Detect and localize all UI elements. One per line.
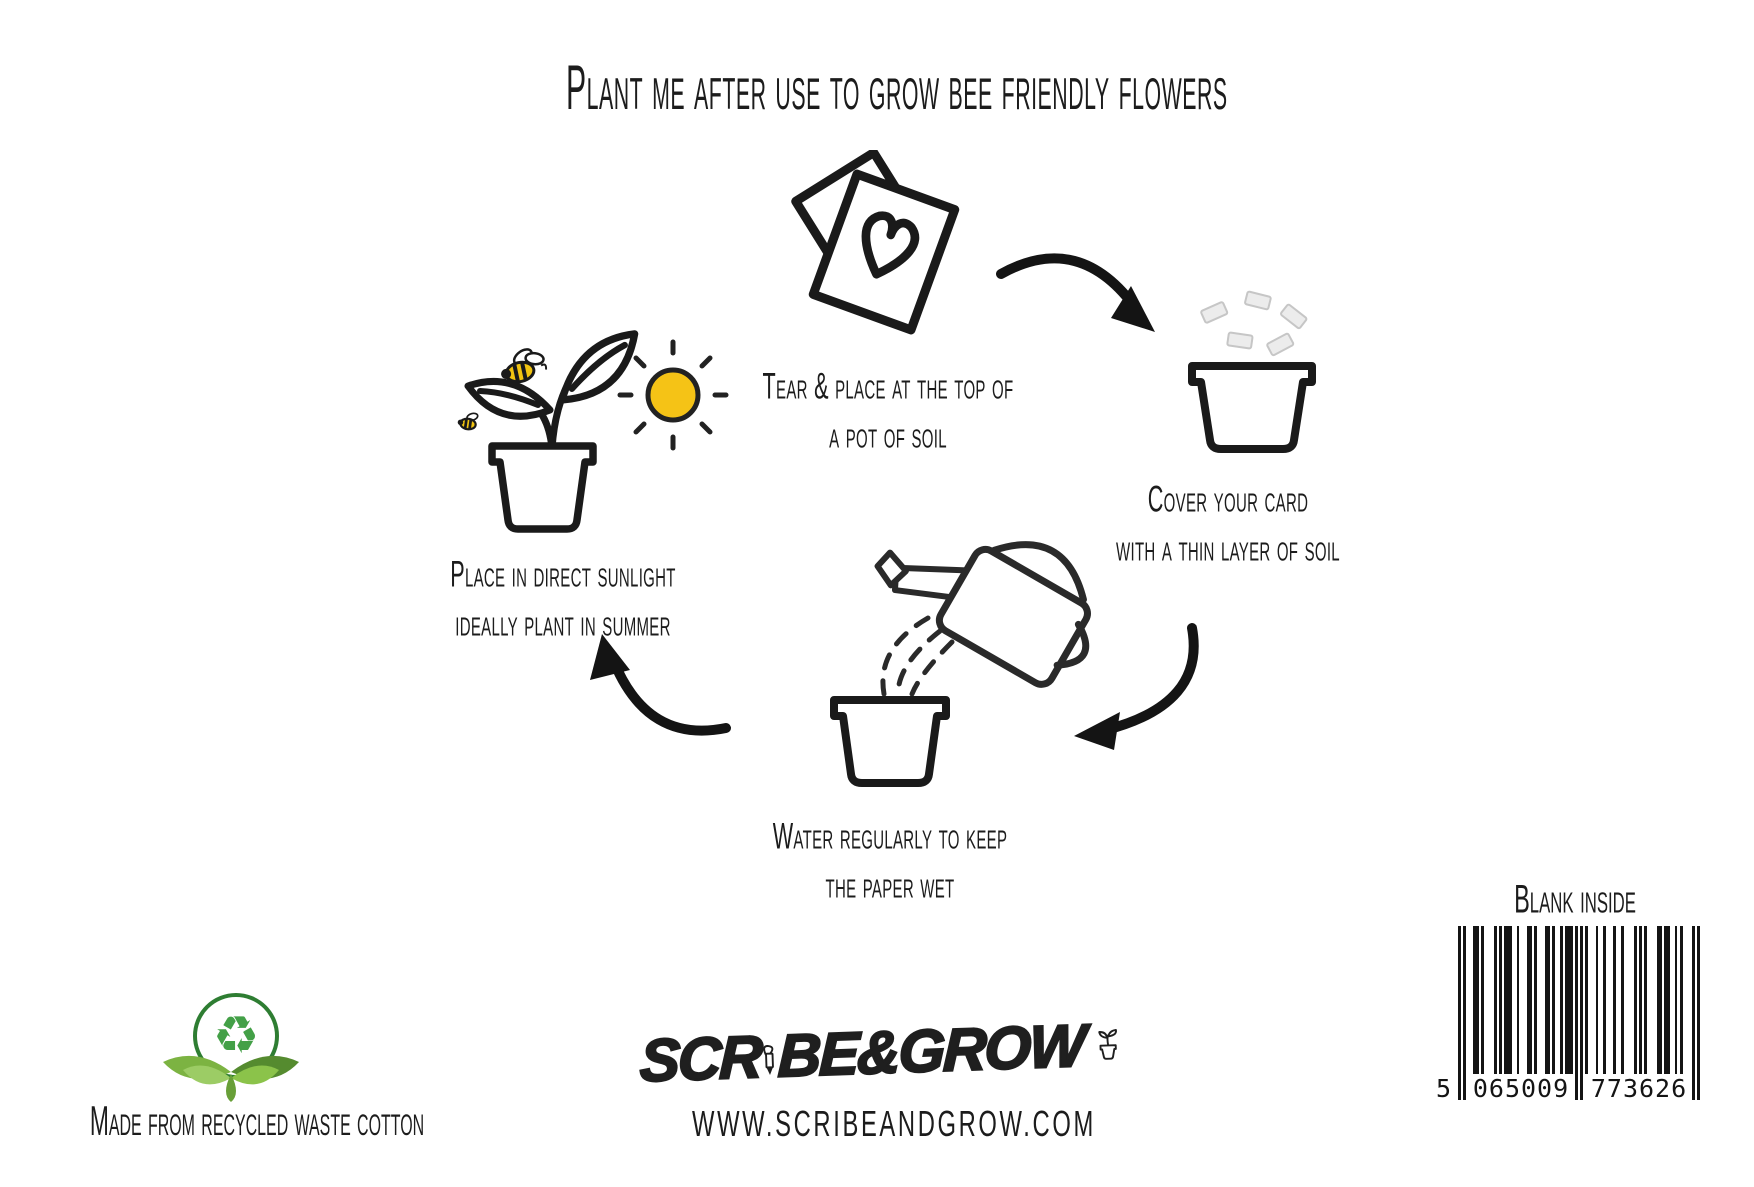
pencil-icon bbox=[761, 1017, 777, 1103]
barcode bbox=[1435, 926, 1700, 1118]
step-caption-sunlight bbox=[383, 550, 743, 648]
step-caption-sunlight-line1: Place in direct sunlight bbox=[450, 553, 676, 595]
brand-name-post: BE&GROW bbox=[776, 1011, 1085, 1090]
step-caption-water bbox=[710, 812, 1070, 910]
plant-sun-bees-icon bbox=[430, 298, 735, 543]
blank-inside-label: Blank inside bbox=[1514, 878, 1636, 923]
brand-logo bbox=[638, 997, 1121, 1109]
step-caption-tear-line2: a pot of soil bbox=[829, 414, 947, 456]
recycled-label: Made from recycled waste cotton bbox=[89, 1098, 425, 1145]
step-caption-water-line1: Water regularly to keep bbox=[772, 815, 1008, 857]
barcode-digit-group: 773626 bbox=[1588, 1074, 1690, 1103]
barcode-digit-group: 5 bbox=[1435, 1074, 1453, 1103]
step-caption-cover-line2: with a thin layer of soil bbox=[1116, 527, 1340, 569]
step-caption-water-line2: the paper wet bbox=[825, 864, 955, 906]
arrow-card-to-pot-icon bbox=[985, 228, 1185, 353]
brand-website: WWW.SCRIBEANDGROW.COM bbox=[692, 1103, 1096, 1144]
watering-can-pot-icon bbox=[760, 468, 1170, 803]
step-caption-cover-line1: Cover your card bbox=[1147, 478, 1309, 520]
potted-plant-icon bbox=[1094, 1003, 1121, 1086]
recycle-leaves-icon bbox=[143, 1044, 323, 1104]
step-caption-sunlight-line2: ideally plant in summer bbox=[455, 602, 671, 644]
brand-name-pre: SCR bbox=[638, 1023, 762, 1095]
step-caption-tear-line1: Tear & place at the top of bbox=[762, 365, 1014, 407]
recycle-glyph: ♻ bbox=[212, 1006, 260, 1066]
barcode-digit-group: 065009 bbox=[1470, 1074, 1572, 1103]
sun-icon bbox=[620, 342, 726, 448]
bee-small-icon bbox=[457, 410, 479, 431]
step-caption-tear bbox=[708, 362, 1068, 460]
page-title: Plant me after use to grow bee friendly flowers bbox=[566, 53, 1228, 124]
pot-with-paper-pieces-icon bbox=[1170, 288, 1335, 463]
greeting-card-heart-icon bbox=[790, 150, 980, 355]
